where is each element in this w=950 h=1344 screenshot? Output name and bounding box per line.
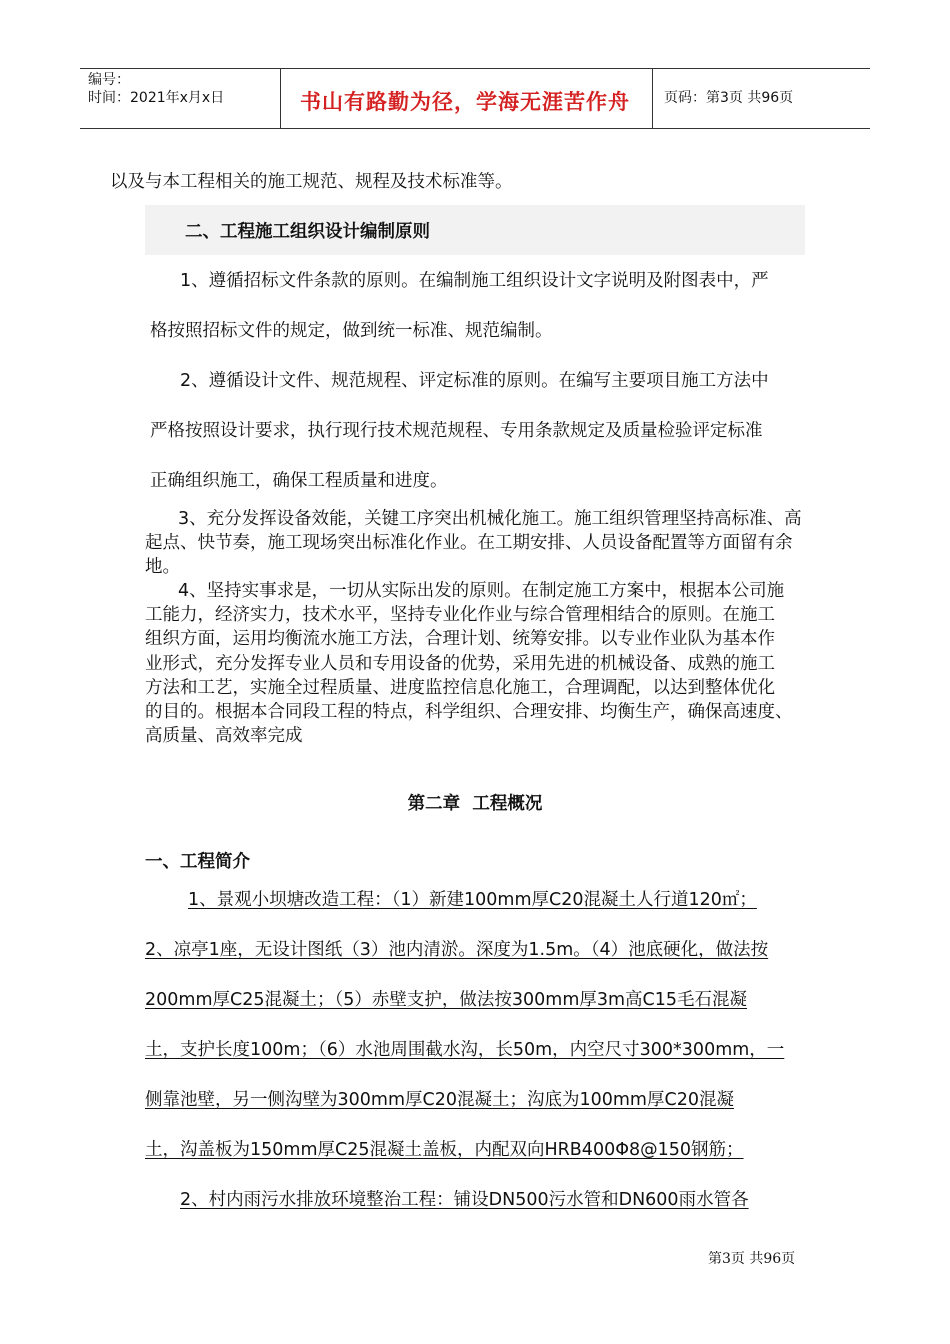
header-bottom-rule	[80, 128, 870, 129]
p4-block	[145, 579, 793, 748]
p4-line1: 4、坚持实事求是，一切从实际出发的原则。在制定施工方案中，根据本公司施	[178, 581, 785, 601]
chapter-title: 第二章 工程概况	[407, 794, 543, 814]
header-divider-1	[280, 68, 281, 128]
section2-heading: 二、工程施工组织设计编制原则	[185, 222, 430, 242]
p3-line3: 地。	[145, 557, 180, 578]
p2-line2: 严格按照设计要求，执行现行技术规范规程、专用条款规定及质量检验评定标准	[150, 421, 763, 441]
e1-line5: 侧靠池壁，另一侧沟壁为300mm厚C20混凝土；沟底为100mm厚C20混凝	[145, 1090, 734, 1110]
p4-line6: 的目的。根据本合同段工程的特点，科学组织、合理安排、均衡生产，确保高速度、	[145, 702, 793, 723]
e1-line2: 2、凉亭1座，无设计图纸（3）池内清淤。深度为1.5m。（4）池底硬化，做法按	[145, 940, 769, 960]
p1-line2: 格按照招标文件的规定，做到统一标准、规范编制。	[150, 321, 553, 341]
p3-block	[145, 507, 802, 580]
p4-line3: 组织方面，运用均衡流水施工方法，合理计划、统筹安排。以专业作业队为基本作	[145, 629, 775, 650]
p3-line2: 起点、快节奏，施工现场突出标准化作业。在工期安排、人员设备配置等方面留有余	[145, 533, 793, 554]
page-footer: 第3页 共96页	[708, 1251, 796, 1267]
p2-line1: 2、遵循设计文件、规范规程、评定标准的原则。在编写主要项目施工方法中	[180, 371, 769, 391]
intro-line: 以及与本工程相关的施工规范、规程及技术标准等。	[110, 172, 513, 192]
p2-line3: 正确组织施工，确保工程质量和进度。	[150, 471, 448, 491]
e1-line6: 土，沟盖板为150mm厚C25混凝土盖板，内配双向HRB400Φ8@150钢筋；	[145, 1140, 744, 1160]
header-page-label: 页码：第3页 共96页	[664, 90, 794, 106]
p4-line2: 工能力，经济实力，技术水平，坚持专业化作业与综合管理相结合的原则。在施工	[145, 605, 775, 626]
header-motto: 书山有路勤为径，学海无涯苦作舟	[300, 89, 630, 114]
e1-line4: 土，支护长度100m；（6）水池周围截水沟，长50m，内空尺寸300*300mm，一	[145, 1040, 785, 1060]
p4-line7: 高质量、高效率完成	[145, 726, 303, 747]
p4-line5: 方法和工艺，实施全过程质量、进度监控信息化施工，合理调配，以达到整体优化	[145, 677, 775, 698]
header-divider-2	[652, 68, 653, 128]
p1-line1: 1、遵循招标文件条款的原则。在编制施工组织设计文字说明及附图表中，严	[180, 271, 769, 291]
e1-line1: 1、景观小坝塘改造工程：（1）新建100mm厚C20混凝土人行道120㎡；	[188, 890, 757, 910]
header-time-label: 时间：2021年x月x日	[88, 90, 225, 106]
e2-line1: 2、村内雨污水排放环境整治工程：铺设DN500污水管和DN600雨水管各	[180, 1190, 749, 1210]
e1-line3: 200mm厚C25混凝土；（5）赤壁支护，做法按300mm厚3m高C15毛石混凝	[145, 990, 748, 1010]
p4-line4: 业形式，充分发挥专业人员和专用设备的优势，采用先进的机械设备、成熟的施工	[145, 653, 775, 674]
header-number-label: 编号：	[88, 72, 130, 88]
section1-heading: 一、工程简介	[145, 852, 250, 872]
p3-line1: 3、充分发挥设备效能，关键工序突出机械化施工。施工组织管理坚持高标准、高	[178, 509, 802, 529]
header-top-rule	[80, 68, 870, 69]
